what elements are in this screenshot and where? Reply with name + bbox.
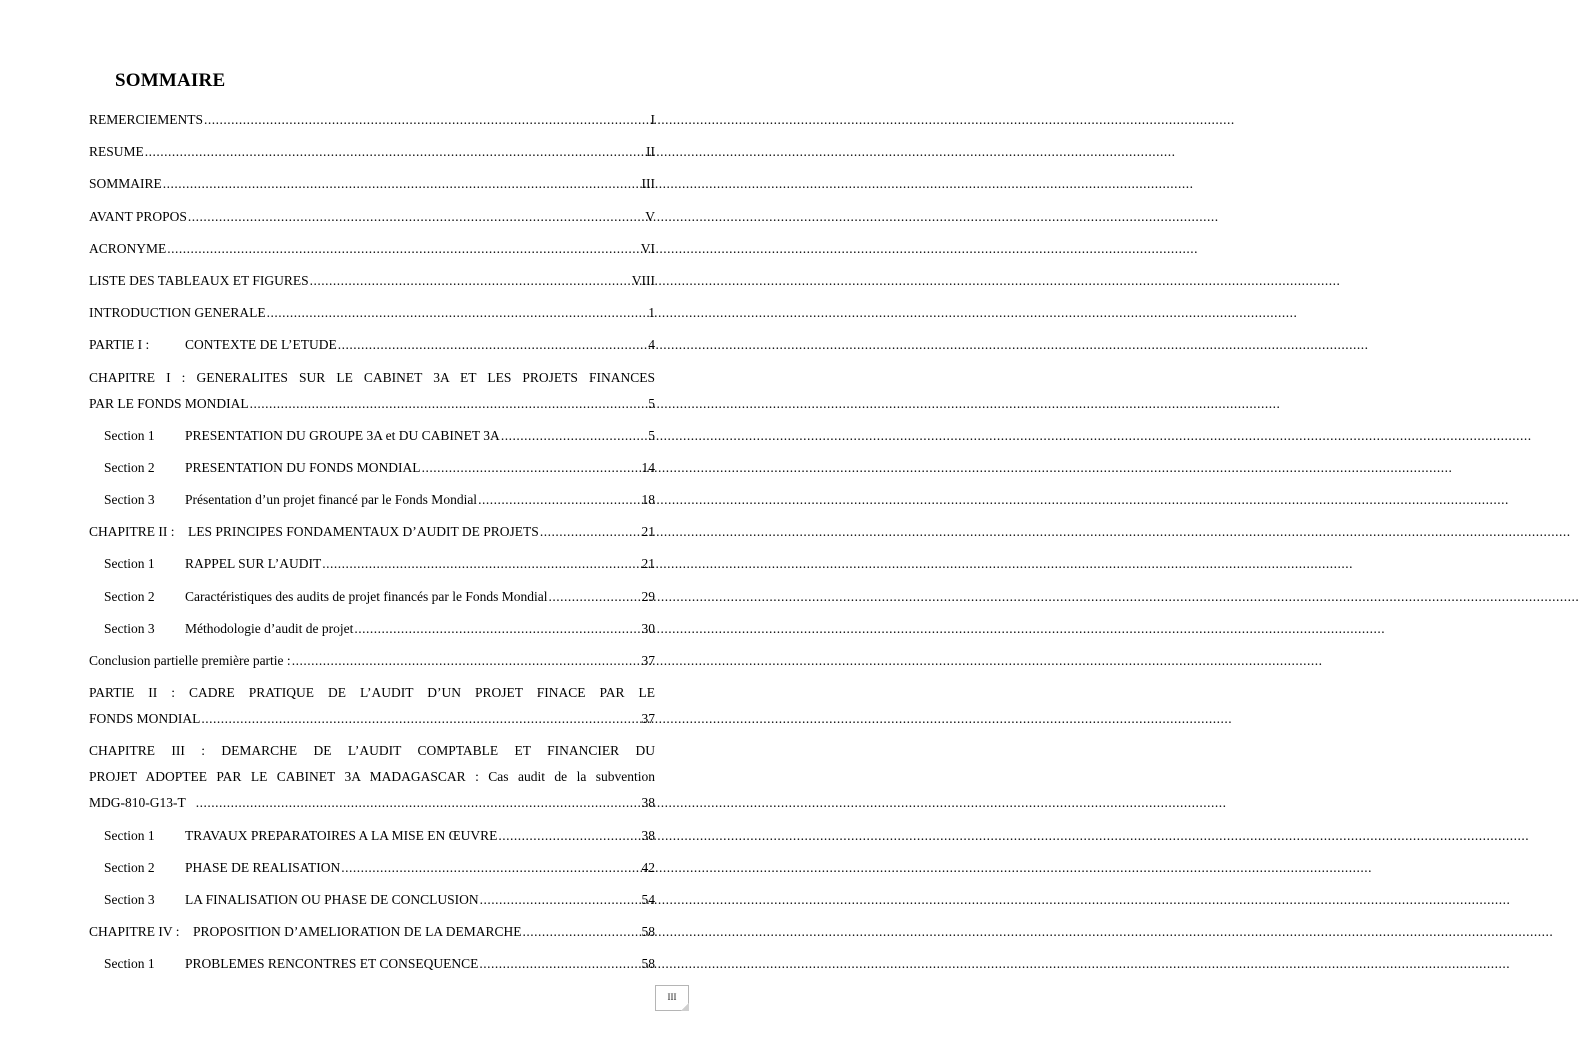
toc-leader-dots [478,487,640,513]
toc-entry-text: PROBLEMES RENCONTRES ET CONSEQUENCE [185,956,479,972]
toc-entry-section[interactable] [89,855,655,881]
toc-entry-text: Présentation d’un projet financé par le Fonds Mondial [185,492,478,508]
toc-leader-dots [523,919,641,945]
toc-leader-dots [167,236,639,262]
toc-leader-dots [310,268,631,294]
toc-page-number: I [650,112,655,127]
toc-page-number: 21 [641,524,655,540]
toc-page-number: 58 [641,924,655,940]
toc-section-label: Section 1 [104,556,155,572]
toc-entry-text: ACRONYME [89,240,167,256]
toc-entry-section[interactable] [89,887,655,913]
toc-entry-text: RAPPEL SUR L’AUDIT [185,556,322,572]
toc-page-number: VIII [631,272,655,288]
toc-entry-text: CHAPITRE II : LES PRINCIPES FONDAMENTAUX D’AUDIT DE PROJETS [89,524,539,540]
toc-leader-dots [267,300,648,326]
toc-entry-text: TRAVAUX PREPARATOIRES A LA MISE EN ŒUVRE [185,827,498,843]
toc-section-label: Section 2 [104,859,155,875]
toc-entry-partie-1[interactable] [89,332,655,358]
toc-entry-text: LA FINALISATION OU PHASE DE CONCLUSION [185,891,479,907]
toc-section-label: Section 2 [104,459,155,475]
toc-page-number: 4 [648,337,655,353]
toc-entry-line: MDG-810-G13-T [89,795,186,811]
toc-leader-dots [201,706,640,732]
page-number-box [655,985,689,1011]
toc-entry-section[interactable] [89,951,655,977]
toc-entry-text: Caractéristiques des audits de projet financés par le Fonds Mondial [185,588,548,604]
toc-page-number: 37 [641,711,655,727]
toc-section-label: Section 3 [104,891,155,907]
toc-leader-dots [354,616,640,642]
toc-entry-text: CHAPITRE IV : PROPOSITION D’AMELIORATION DE LA DEMARCHE [89,924,522,940]
toc-section-label: Section 1 [104,827,155,843]
toc-leader-dots [341,855,640,881]
toc-leader-dots [250,391,648,417]
toc-leader-dots [196,790,641,816]
toc-page-number: 18 [641,492,655,508]
toc-entry-section[interactable] [89,584,655,610]
toc-entry-text: Méthodologie d’audit de projet [185,620,354,636]
toc-entry-line: CHAPITRE III : DEMARCHE DE L’AUDIT COMPTABLE ET FINANCIER DU [89,743,655,759]
toc-leader-dots [338,332,648,358]
toc-entry-line: FONDS MONDIAL [89,711,201,727]
toc-entry-text: PRESENTATION DU FONDS MONDIAL [185,459,421,475]
toc-entry-introduction[interactable] [89,300,655,326]
toc-entry-line: PAR LE FONDS MONDIAL [89,395,249,411]
toc-page-number: III [641,176,655,192]
toc-entry-acronyme[interactable] [89,236,655,262]
toc-page-number: II [646,144,655,160]
toc-entry-text: Conclusion partielle première partie : [89,653,291,668]
toc-entry-remerciements[interactable] [89,107,655,133]
toc-entry-partie-2[interactable] [89,680,655,732]
toc-entry-chapitre-1[interactable] [89,365,655,417]
toc-section-label: Section 1 [104,956,155,972]
table-of-contents [89,107,655,984]
page-number: III [667,992,677,1002]
toc-entry-text: REMERCIEMENTS [89,112,204,127]
toc-page-number: 5 [648,395,655,411]
toc-leader-dots [163,171,641,197]
toc-leader-dots [540,519,641,545]
toc-page-number: 42 [641,859,655,875]
toc-entry-text: PHASE DE REALISATION [185,859,341,875]
toc-leader-dots [422,455,641,481]
toc-leader-dots [480,887,641,913]
toc-entry-text: CONTEXTE DE L’ETUDE [185,337,337,353]
toc-entry-section[interactable] [89,616,655,642]
toc-entry-conclusion-partielle[interactable] [89,648,655,674]
toc-page-number: 14 [641,459,655,475]
toc-section-label: Section 3 [104,492,155,508]
toc-entry-text: INTRODUCTION GENERALE [89,305,266,321]
toc-page-number: V [645,208,655,224]
toc-part-label: PARTIE I : [89,337,150,353]
toc-leader-dots [188,204,644,230]
toc-page-number: 58 [641,956,655,972]
toc-entry-text: LISTE DES TABLEAUX ET FIGURES [89,272,309,288]
toc-section-label: Section 2 [104,588,155,604]
toc-entry-chapitre-2[interactable] [89,519,655,545]
toc-section-label: Section 3 [104,620,155,636]
toc-page-number: 30 [641,620,655,636]
toc-entry-sommaire[interactable] [89,171,655,197]
toc-page-number: 21 [641,556,655,572]
toc-entry-line: CHAPITRE I : GENERALITES SUR LE CABINET 3A ET LES PROJETS FINANCES [89,369,655,385]
toc-page-number: 54 [641,891,655,907]
toc-leader-dots [498,823,640,849]
toc-entry-text: PRESENTATION DU GROUPE 3A et DU CABINET 3A [185,427,500,443]
toc-entry-line: PROJET ADOPTEE PAR LE CABINET 3A MADAGASCAR : Cas audit de la subvention [89,769,655,785]
toc-entry-chapitre-4[interactable] [89,919,655,945]
toc-entry-text: RESUME [89,144,144,160]
toc-section-label: Section 1 [104,427,155,443]
toc-entry-section[interactable] [89,423,655,449]
toc-leader-dots [145,139,645,165]
toc-leader-dots [501,423,647,449]
toc-page-number: 5 [648,427,655,443]
page-curl-icon [681,1003,689,1011]
toc-page-number: 1 [648,305,655,321]
toc-entry-text: AVANT PROPOS [89,208,187,224]
page-title: SOMMAIRE [115,70,226,91]
toc-entry-section[interactable] [89,455,655,481]
toc-leader-dots [322,551,640,577]
toc-entry-liste-tableaux[interactable] [89,268,655,294]
toc-entry-chapitre-3[interactable] [89,738,655,816]
toc-page-number: 38 [641,827,655,843]
toc-page-number: VI [640,240,655,256]
toc-page-number: 29 [641,588,655,604]
toc-leader-dots [549,584,641,610]
toc-entry-text: SOMMAIRE [89,176,162,192]
toc-page-number: 38 [641,795,655,811]
toc-leader-dots [479,951,640,977]
toc-leader-dots [292,648,641,674]
toc-leader-dots [204,107,649,133]
toc-entry-section[interactable] [89,551,655,577]
toc-entry-section[interactable] [89,823,655,849]
document-page [0,0,745,1053]
toc-entry-resume[interactable] [89,139,655,165]
toc-page-number: 37 [641,653,655,668]
toc-entry-section[interactable] [89,487,655,513]
toc-entry-line: PARTIE II : CADRE PRATIQUE DE L’AUDIT D’UN PROJET FINACE PAR LE [89,685,655,701]
toc-entry-avant-propos[interactable] [89,204,655,230]
